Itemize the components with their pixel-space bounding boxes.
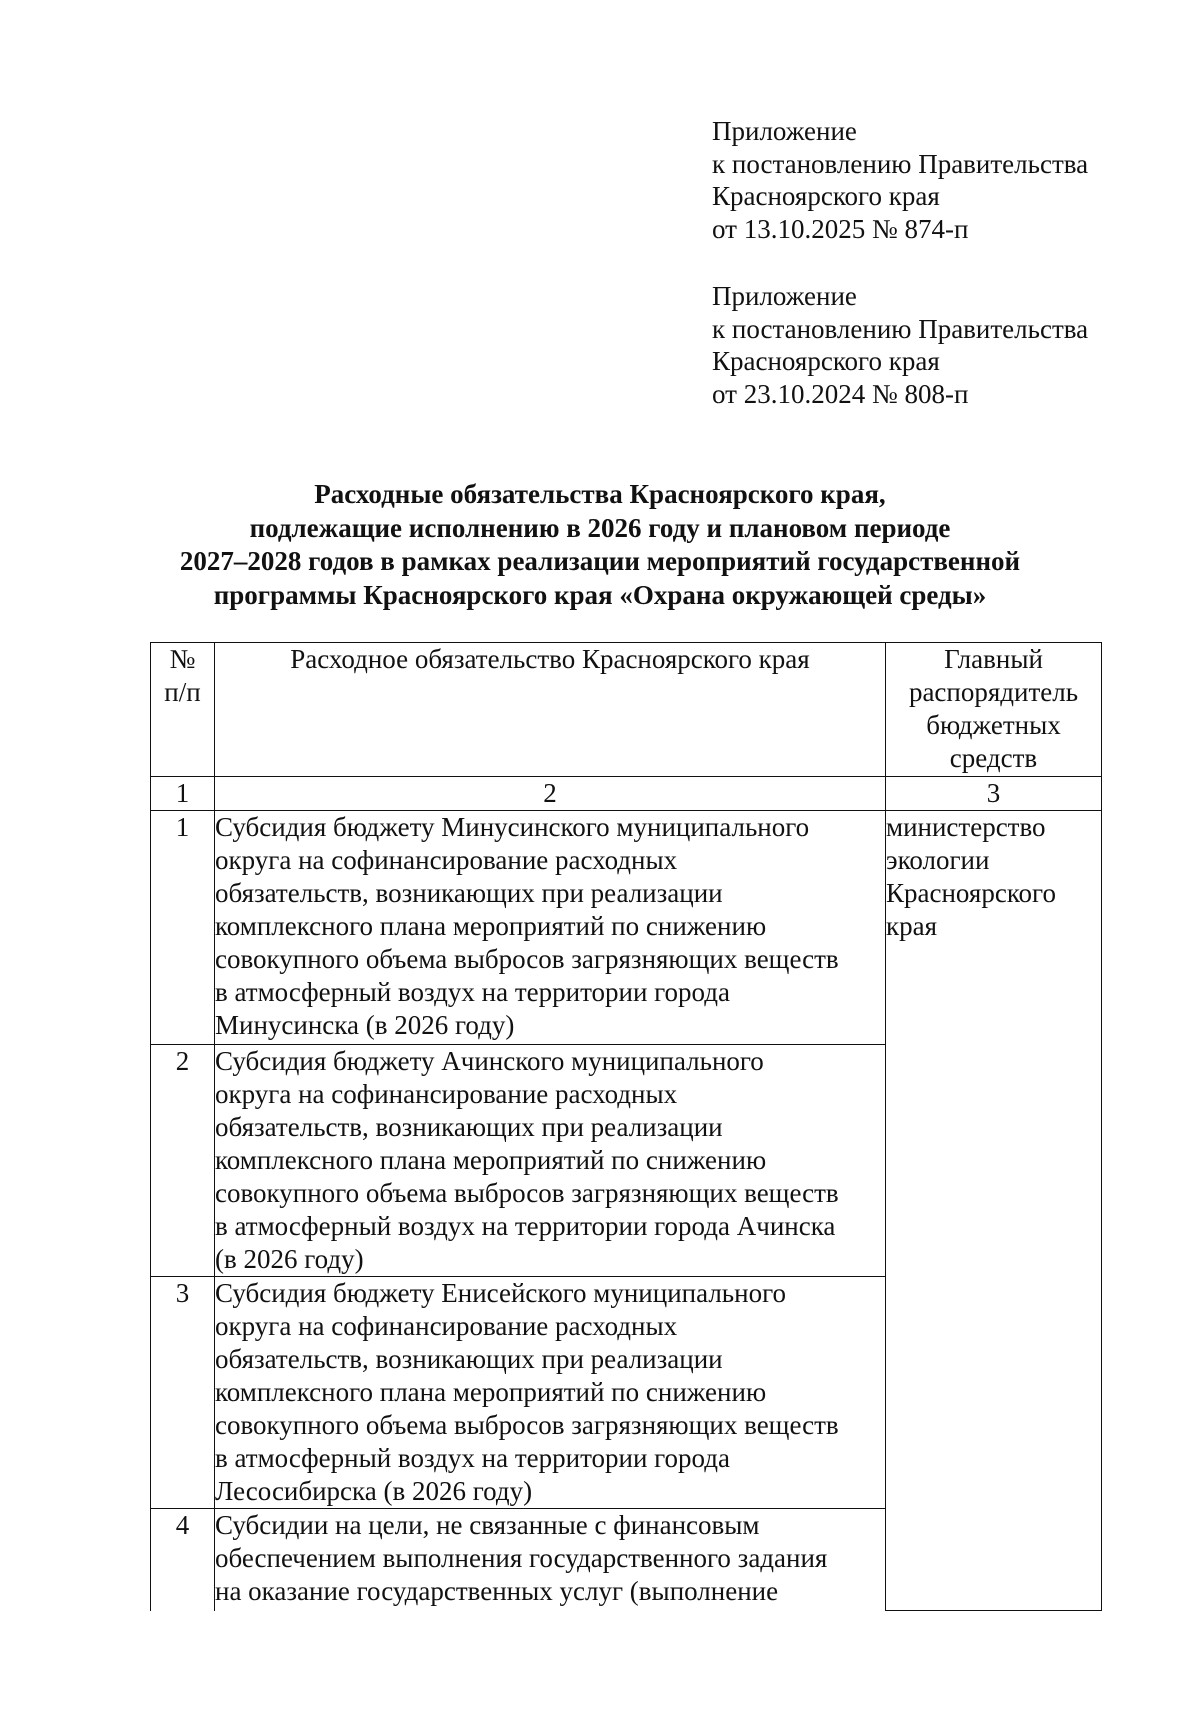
row-obligation-text <box>215 1509 886 1611</box>
appendix-current-date: от 13.10.2025 № 874-п <box>712 213 969 244</box>
appendix-previous-line: Приложение <box>712 281 857 311</box>
row-obligation-text <box>215 811 886 1045</box>
department-line: Красноярского <box>886 878 1056 908</box>
column-index-row <box>151 777 1102 811</box>
appendix-previous-line: Красноярского края <box>712 346 940 376</box>
text-line: совокупного объема выбросов загрязняющих веществ <box>215 944 839 974</box>
title-line: подлежащие исполнению в 2026 году и плановом периоде <box>249 512 951 543</box>
text-line: комплексного плана мероприятий по снижению <box>215 1145 767 1175</box>
column-index: 2 <box>215 777 886 811</box>
text-line: обязательств, возникающих при реализации <box>215 1112 723 1142</box>
table-row <box>151 811 1102 1045</box>
responsible-department <box>886 811 1102 1611</box>
text-line: обязательств, возникающих при реализации <box>215 878 723 908</box>
text-line: на оказание государственных услуг (выполнение <box>215 1576 779 1606</box>
text-line: Минусинска (в 2026 году) <box>215 1010 515 1040</box>
column-index: 1 <box>151 777 215 811</box>
document-title <box>0 478 1200 612</box>
title-line: Расходные обязательства Красноярского края, <box>314 479 886 509</box>
text-line: в атмосферный воздух на территории города Ачинска <box>215 1211 836 1241</box>
text-line: Субсидия бюджету Минусинского муниципального <box>215 812 810 842</box>
appendix-previous-line: к постановлению Правительства <box>712 313 1089 344</box>
header-obligation: Расходное обязательство Красноярского края <box>215 643 886 777</box>
department-line: экологии <box>886 845 990 875</box>
row-number: 2 <box>151 1045 215 1277</box>
appendix-current-line: Приложение <box>712 116 857 146</box>
text-line: обеспечением выполнения государственного задания <box>215 1543 828 1573</box>
text-line: Субсидия бюджету Енисейского муниципального <box>215 1278 786 1308</box>
header-num-line: № <box>169 644 196 674</box>
text-line: Лесосибирска (в 2026 году) <box>215 1476 533 1506</box>
header-admin-line: бюджетных <box>926 710 1061 740</box>
table-header-row <box>151 643 1102 777</box>
appendix-previous-date: от 23.10.2024 № 808-п <box>712 378 969 409</box>
column-index: 3 <box>886 777 1102 811</box>
row-number: 4 <box>151 1509 215 1611</box>
text-line: обязательств, возникающих при реализации <box>215 1344 723 1374</box>
department-line: края <box>886 911 938 941</box>
department-line: министерство <box>886 812 1046 842</box>
text-line: (в 2026 году) <box>215 1244 364 1274</box>
title-line: программы Красноярского края «Охрана окружающей среды» <box>213 579 987 610</box>
header-administrator <box>886 643 1102 777</box>
text-line: Субсидии на цели, не связанные с финансовым <box>215 1510 760 1540</box>
text-line: комплексного плана мероприятий по снижению <box>215 1377 767 1407</box>
title-line: 2027–2028 годов в рамках реализации мероприятий государственной <box>179 546 1021 576</box>
row-number: 3 <box>151 1277 215 1509</box>
appendix-current-line: к постановлению Правительства <box>712 148 1089 179</box>
text-line: Субсидия бюджету Ачинского муниципального <box>215 1046 764 1076</box>
header-admin-line: распорядитель <box>908 677 1079 707</box>
text-line: совокупного объема выбросов загрязняющих веществ <box>215 1410 839 1440</box>
text-line: в атмосферный воздух на территории города <box>215 1443 731 1473</box>
header-admin-line: средств <box>949 743 1038 773</box>
row-number: 1 <box>151 811 215 1045</box>
row-obligation-text <box>215 1045 886 1277</box>
text-line: округа на софинансирование расходных <box>215 845 678 875</box>
header-admin-line: Главный <box>944 644 1043 674</box>
text-line: в атмосферный воздух на территории города <box>215 977 731 1007</box>
appendix-previous <box>712 280 1088 410</box>
row-obligation-text <box>215 1277 886 1509</box>
text-line: комплексного плана мероприятий по снижению <box>215 911 767 941</box>
obligations-table <box>150 642 1102 1611</box>
header-num-line: п/п <box>164 677 201 707</box>
appendix-current <box>712 115 1088 245</box>
text-line: округа на софинансирование расходных <box>215 1311 678 1341</box>
text-line: округа на софинансирование расходных <box>215 1079 678 1109</box>
header-num <box>151 643 215 777</box>
text-line: совокупного объема выбросов загрязняющих веществ <box>215 1178 839 1208</box>
appendix-current-line: Красноярского края <box>712 181 940 211</box>
